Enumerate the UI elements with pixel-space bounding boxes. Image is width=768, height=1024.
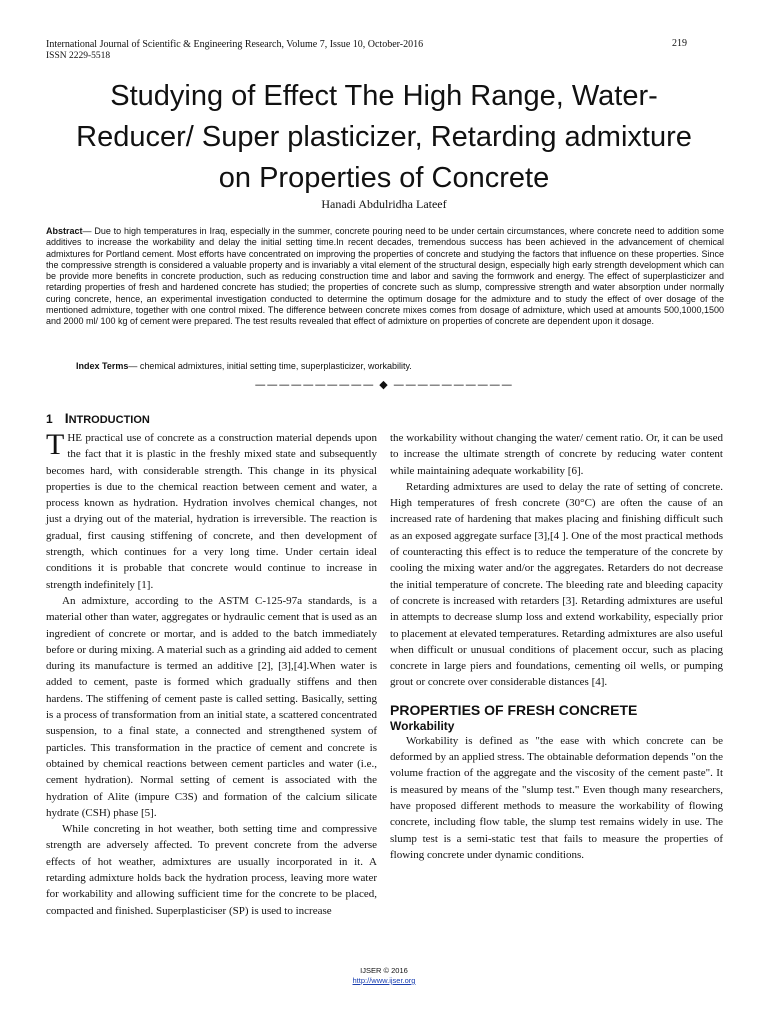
intro-paragraph-3: While concreting in hot weather, both setting time and compressive strength are adversely affected. To prevent concrete from the adverse effects of hot weather, admixtures are usually incorporated in it. A retarding admixture holds back the hydration process, leaving more water for workability and allowing sufficient time for the concrete to be placed, compacted and finished. Superplasticiser (SP) is used to increase: [46, 823, 377, 917]
right-paragraph-3: Workability is defined as "the ease with which concrete can be deformed by an applied stress. The obtainable deformation depends "on the volume fraction of the aggregate and the viscosity of the cement paste". It is measured by means of the "slump test." Even though many researchers, have proposed different methods to measure the workability of flowing concrete, including flow table, the slump test remains widely in use. The slump test is a semi-static test that fails to measure the properties of flowing concrete under dynamic conditions.: [390, 734, 723, 861]
page-footer: [0, 966, 768, 986]
section-number: 1: [46, 412, 53, 426]
intro-paragraph-1-text: HE practical use of concrete as a construction material depends upon the fact that it is plastic in the freshly mixed state and subsequently becomes hard, with considerable strength. This change in its physical properties is due to the chemical reaction between cement and water, a process known as hydration. Hydration involves chemical changes, not just a drying out of the material, hydration is irreversible. The reaction is gradual, first causing stiffening of concrete, and then development of strength, which continues for a very long time. Under certain ideal conditions it is probable that concrete would continue to increase in strength indefinitely [1].: [46, 432, 377, 591]
section-heading-rest: NTRODUCTION: [68, 414, 150, 426]
intro-paragraph-1: [46, 430, 377, 593]
title-line-3: on Properties of Concrete: [218, 162, 550, 194]
abstract-label: Abstract: [46, 226, 83, 236]
index-terms-label: Index Terms: [76, 361, 129, 371]
issn: ISSN 2229-5518: [46, 51, 111, 61]
abstract: [46, 226, 724, 328]
footer-copyright: IJSER © 2016: [360, 966, 408, 975]
right-paragraph-2: Retarding admixtures are used to delay the rate of setting of concrete. High temperatures of fresh concrete (30°C) are often the cause of an increased rate of hardening that makes placing and finishing difficult such as an exposed aggregate surface [3],[4 ]. One of the most practical methods of counteracting this effect is to reduce the temperature of the concrete by cooling the mixing water and/or the aggregates. Retarders do not decrease the initial temperature of concrete. The bleeding rate and bleeding capacity of concrete is increased with retarders [3]. Retarding admixtures are useful in attempts to decrease slump loss and extend workability, especially prior to placement at elevated temperatures. Retarding admixtures are also useful when difficult or unusual conditions of placement occur, such as placing concrete in large piers and foundations, cementing oil wells, or pumping grout or concrete over considerable distances [4].: [390, 480, 723, 689]
author-name: Hanadi Abdulridha Lateef: [321, 197, 447, 211]
section-heading-initial: I: [64, 410, 69, 426]
index-terms-text: — chemical admixtures, initial setting time, superplasticizer, workability.: [128, 361, 412, 371]
section-heading-introduction: [46, 410, 150, 426]
right-paragraph-1: the workability without changing the water/ cement ratio. Or, it can be used to increase the ultimate strength of concrete by reducing water content while maintaining adequate workability [6].: [390, 432, 723, 477]
section-divider: —————————— ◆ ——————————: [254, 378, 514, 391]
index-terms: [76, 361, 716, 371]
paper-title: [40, 76, 728, 199]
journal-citation: International Journal of Scientific & Engineering Research, Volume 7, Issue 10, October-2016: [46, 39, 424, 50]
page-number: 219: [672, 38, 687, 49]
title-line-1: Studying of Effect The High Range, Water-: [110, 80, 658, 112]
intro-paragraph-2: An admixture, according to the ASTM C-125-97a standards, is a material other than water, aggregates or hydraulic cement that is used as an ingredient of concrete or mortar, and is added to the batch immediately before or during mixing. A material such as a grinding aid added to cement during its manufacture is termed an additive [2], [3],[4].When water is added to cement, paste is formed which gradually stiffens and then hardens. The stiffening of cement paste is called setting. Basically, setting is a process of transformation from an initial state, a scattered concentrated suspension, to a final state, a connected and strengthened system of particles. This transformation in the practice of cement and concrete is obtained by chemical reactions between cement particles and water (i.e., cement hydration). Normal setting of cement is associated with the hydration of Alite (impure C3S) and formation of the calcium silicate hydrate (CSH) phase [5].: [46, 594, 377, 819]
right-column: [390, 430, 723, 863]
drop-cap: T: [46, 428, 65, 461]
footer-link[interactable]: http://www.ijser.org: [352, 976, 416, 985]
heading-properties-fresh-concrete: PROPERTIES OF FRESH CONCRETE: [390, 701, 638, 718]
title-line-2: Reducer/ Super plasticizer, Retarding admixture: [76, 121, 692, 153]
left-column: [46, 430, 377, 919]
abstract-text: — Due to high temperatures in Iraq, especially in the summer, concrete pouring need to be under certain circumstances, where concrete need to addition some additives to increase the workability and delay the initial setting time.In recent decades, tremendous success has been achieved in the advancement of chemical admixtures for Portland cement. Most efforts have concentrated on improving the properties of concrete and studying the factors that influence on these properties. Since the compressive strength is considered a valuable property and is invariably a vital element of the structural design, especially high early strength development which can be provide more benefits in concrete production, such as reducing construction time and labor and saving the formwork and energy. The effect of superplasticizer and retarding properties of fresh and hardened concrete has studied; the properties of concrete such as slump, compressive strength and water absorption under normally curing concrete, hence, an experimental investigation conducted to determine the optimum dosage for the admixture and to study the effect of over dosage of the mentioned admixture, together with one control mixed. The difference between concrete mixes comes from dosage of admixture, which used at amounts 500,1000,1500 and 2000 ml/ 100 kg of cement were prepared. The test results revealed that effect of admixture on properties of concrete are dependent upon it dosage.: [46, 226, 724, 327]
heading-workability: Workability: [390, 718, 455, 733]
